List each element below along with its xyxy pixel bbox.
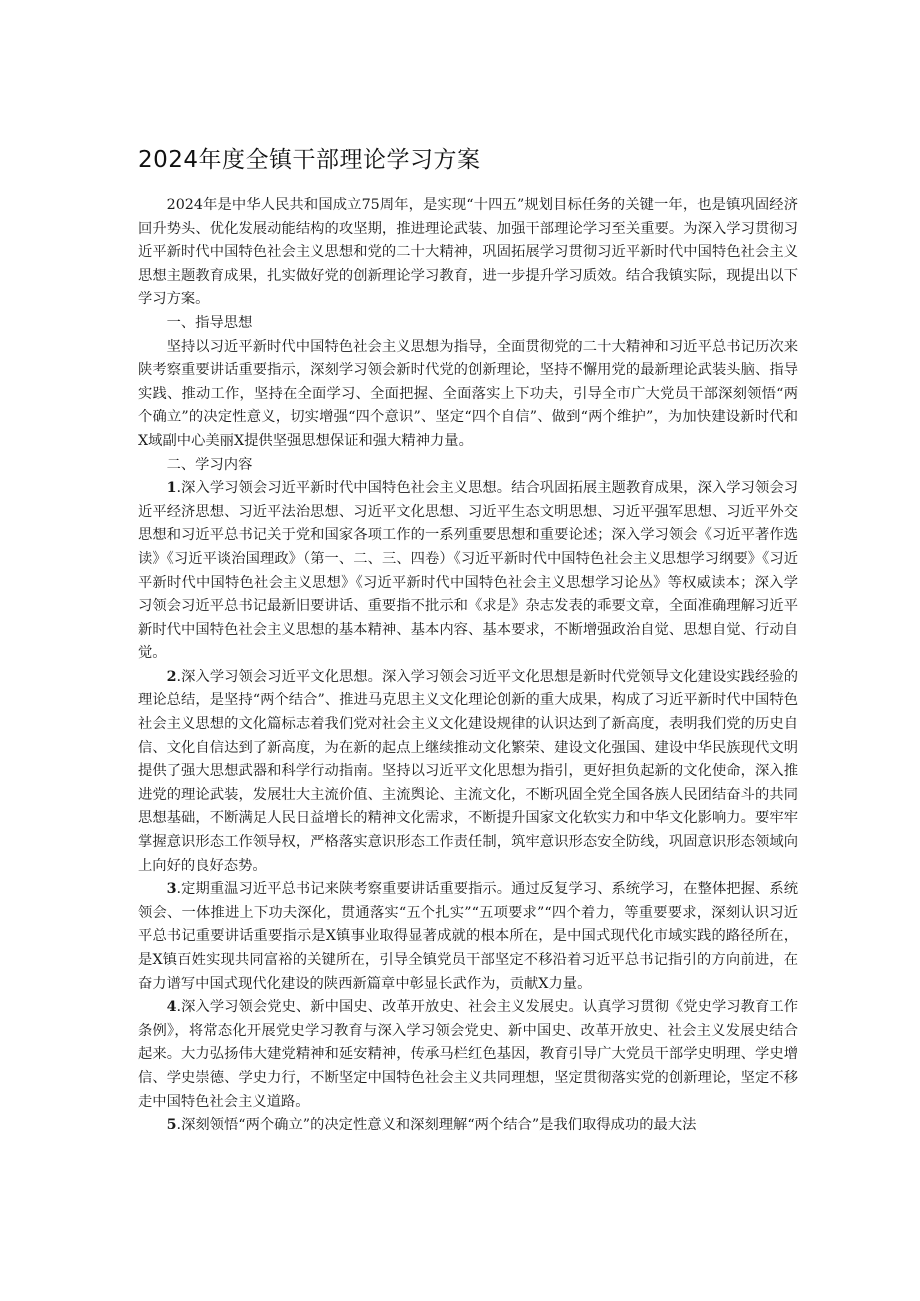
document-body: [138, 194, 798, 1138]
document-title: 2024年度全镇干部理论学习方案: [138, 147, 481, 173]
study-item-2: [138, 666, 798, 878]
study-item-5: [138, 1114, 798, 1138]
study-item-number: 1: [166, 480, 177, 497]
study-item-number: 3: [166, 881, 177, 898]
study-item-number: 5: [166, 1117, 177, 1134]
study-item-number: 2: [166, 668, 177, 685]
intro-paragraph: 2024年是中华人民共和国成立75周年，是实现“十四五”规划目标任务的关键一年，也是镇巩固经济回升势头、优化发展动能结构的攻坚期，推进理论武装、加强干部理论学习至关重要。为深入学习贯彻习近平新时代中国特色社会主义思想和党的二十大精神，巩固拓展学习贯彻习近平新时代中国特色社会主义思想主题教育成果，扎实做好党的创新理论学习教育，进一步提升学习质效。结合我镇实际，现提出以下学习方案。: [138, 197, 798, 308]
guiding-ideology-paragraph: 坚持以习近平新时代中国特色社会主义思想为指导，全面贯彻党的二十大精神和习近平总书记历次来陕考察重要讲话重要指示，深刻学习领会新时代党的创新理论，坚持不懈用党的最新理论武装头脑、指导实践、推动工作，坚持在全面学习、全面把握、全面落实上下功夫，引导全市广大党员干部深刻领悟“两个确立”的决定性意义，切实增强“四个意识”、坚定“四个自信”、做到“两个维护”，为加快建设新时代和X域副中心美丽X提供坚强思想保证和强大精神力量。: [138, 338, 798, 449]
study-item-text: .深入学习领会习近平文化思想。深入学习领会习近平文化思想是新时代党领导文化建设实践经验的理论总结，是坚持“两个结合”、推进马克思主义文化理论创新的重大成果，构成了习近平新时代中国特色社会主义思想的文化篇标志着我们党对社会主义文化建设规律的认识达到了新高度，表明我们党的历史自信、文化自信达到了新高度，为在新的起点上继续推动文化繁荣、建设文化强国、建设中华民族现代文明提供了强大思想武器和科学行动指南。坚持以习近平文化思想为指引，更好担负起新的文化使命，深入推进党的理论武装，发展壮大主流价值、主流舆论、主流文化，不断巩固全党全国各族人民团结奋斗的共同思想基础，不断满足人民日益增长的精神文化需求，不断提升国家文化软实力和中华文化影响力。要牢牢掌握意识形态工作领导权，严格落实意识形态工作责任制，筑牢意识形态安全防线，巩固意识形态领域向上向好的良好态势。: [138, 668, 798, 874]
study-item-text: .深刻领悟“两个确立”的决定性意义和深刻理解“两个结合”是我们取得成功的最大法: [176, 1117, 697, 1134]
study-item-text: .定期重温习近平总书记来陕考察重要讲话重要指示。通过反复学习、系统学习，在整体把握、系统领会、一体推进上下功夫深化，贯通落实“五个扎实”“五项要求”“四个着力，等重要要求，深刻认识习近平总书记重要讲话重要指示是X镇事业取得显著成就的根本所在，是中国式现代化市域实践的路径所在，是X镇百姓实现共同富裕的关键所在，引导全镇党员干部坚定不移沿着习近平总书记指引的方向前进，在奋力谱写中国式现代化建设的陕西新篇章中彰显长武作为，贡献X力量。: [138, 881, 798, 992]
study-item-text: .深入学习领会习近平新时代中国特色社会主义思想。结合巩固拓展主题教育成果，深入学习领会习近平经济思想、习近平法治思想、习近平文化思想、习近平生态文明思想、习近平强军思想、习近平外交思想和习近平总书记关于党和国家各项工作的一系列重要思想和重要论述；深入学习领会《习近平著作选读》《习近平谈治国理政》（第一、二、三、四卷）《习近平新时代中国特色社会主义思想学习纲要》《习近平新时代中国特色社会主义思想》《习近平新时代中国特色社会主义思想学习论丛》等权威读本；深入学习领会习近平总书记最新旧要讲话、重要指不批示和《求是》杂志发表的乖要文章，全面准确理解习近平新时代中国特色社会主义思想的基本精神、基本内容、基本要求，不断增强政治自觉、思想自觉、行动自觉。: [138, 480, 798, 662]
study-item-number: 4: [166, 999, 177, 1016]
section-heading-study-content: 二、学习内容: [166, 456, 253, 473]
study-item-3: [138, 878, 798, 996]
study-item-text: .深入学习领会党史、新中国史、改革开放史、社会主义发展史。认真学习贯彻《党史学习教育工作条例》，将常态化开展党史学习教育与深入学习领会党史、新中国史、改革开放史、社会主义发展史结合起来。大力弘扬伟大建党精神和延安精神，传承马栏红色基因，教育引导广大党员干部学史明理、学史增信、学史崇德、学史力行，不断坚定中国特色社会主义共同理想，坚定贯彻落实党的创新理论，坚定不移走中国特色社会主义道路。: [138, 999, 798, 1110]
study-item-4: [138, 996, 798, 1114]
study-item-1: [138, 477, 798, 666]
section-heading-guiding-ideology: 一、指导思想: [166, 314, 253, 331]
